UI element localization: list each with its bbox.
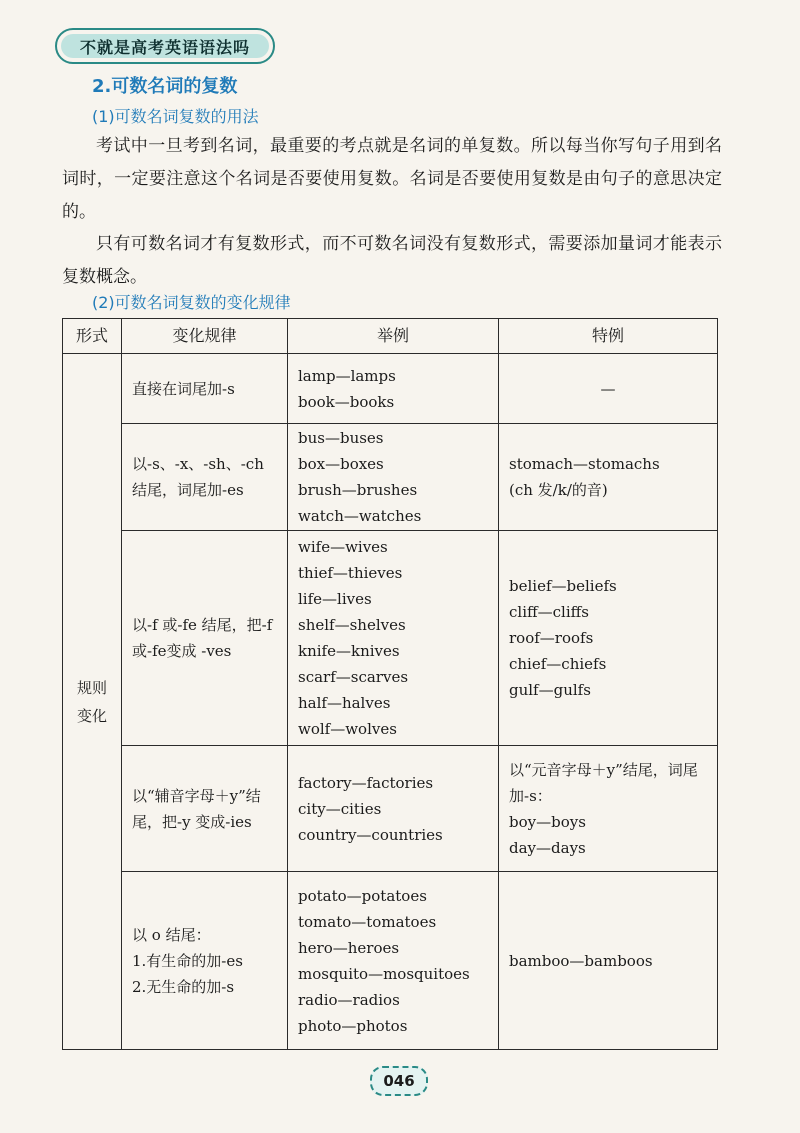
table-row (63, 424, 718, 531)
rule-cell: 以“辅音字母＋y”结尾，把-y 变成-ies (122, 746, 288, 872)
special-item: chief—chiefs (509, 655, 607, 673)
special-item: stomach—stomachs (509, 455, 660, 473)
table-row (63, 354, 718, 424)
example-item: life—lives (298, 590, 372, 608)
examples-cell (288, 746, 499, 872)
example-item: factory—factories (298, 773, 434, 792)
special-item: (ch 发/k/的音) (509, 481, 608, 499)
rule-cell (122, 872, 288, 1050)
header-special: 特例 (499, 319, 718, 354)
special-cell: — (499, 354, 718, 424)
example-item: lamp—lamps (298, 366, 396, 385)
example-item: watch—watches (298, 507, 422, 525)
table-header-row (63, 319, 718, 354)
example-item: potato—potatoes (298, 886, 427, 905)
book-title-badge (55, 28, 275, 64)
special-item: cliff—cliffs (509, 603, 590, 621)
example-item: book—books (298, 392, 395, 411)
examples-cell (288, 424, 499, 531)
rule-line: 以 o 结尾： (132, 925, 211, 944)
rule-cell: 直接在词尾加-s (122, 354, 288, 424)
rule-line: 1.有生命的加-es (132, 951, 243, 970)
book-title: 不就是高考英语语法吗 (61, 34, 269, 58)
paragraph-1: 考试中一旦考到名词，最重要的考点就是名词的单复数。所以每当你写句子用到名词时，一定要注意这个名词是否要使用复数。名词是否要使用复数是由句子的意思决定的。 (62, 136, 722, 222)
page-number: 046 (370, 1066, 428, 1096)
special-cell: bamboo—bamboos (499, 872, 718, 1050)
example-item: scarf—scarves (298, 668, 409, 686)
paragraph-2: 只有可数名词才有复数形式，而不可数名词没有复数形式，需要添加量词才能表示复数概念。 (62, 234, 722, 287)
example-item: brush—brushes (298, 481, 418, 499)
rule-cell: 以-f 或-fe 结尾，把-f 或-fe变成 -ves (122, 531, 288, 746)
rule-cell: 以-s、-x、-sh、-ch 结尾，词尾加-es (122, 424, 288, 531)
example-item: hero—heroes (298, 938, 400, 957)
form-label-text: 规则变化 (76, 678, 107, 725)
header-form: 形式 (63, 319, 122, 354)
special-item: boy—boys (509, 812, 586, 831)
header-examples: 举例 (288, 319, 499, 354)
form-label (63, 354, 122, 1050)
section-title: 2.可数名词的复数 (92, 76, 238, 97)
header-rule: 变化规律 (122, 319, 288, 354)
special-item: gulf—gulfs (509, 681, 591, 699)
subsection-title-rules: (2)可数名词复数的变化规律 (92, 293, 291, 312)
special-cell (499, 746, 718, 872)
special-item: 以“元音字母＋y”结尾，词尾加-s： (509, 760, 698, 805)
special-item: belief—beliefs (509, 577, 617, 595)
example-item: shelf—shelves (298, 616, 406, 634)
examples-cell (288, 872, 499, 1050)
example-item: half—halves (298, 694, 391, 712)
example-item: photo—photos (298, 1016, 408, 1035)
special-item: roof—roofs (509, 629, 594, 647)
subsection-title-usage: (1)可数名词复数的用法 (92, 107, 259, 126)
example-item: country—countries (298, 825, 443, 844)
example-item: thief—thieves (298, 564, 403, 582)
examples-cell (288, 354, 499, 424)
table-row (63, 531, 718, 746)
rule-line: 2.无生命的加-s (132, 977, 235, 996)
examples-cell (288, 531, 499, 746)
example-item: wife—wives (298, 538, 388, 556)
special-cell (499, 531, 718, 746)
plural-rules-table (62, 318, 718, 1050)
example-item: tomato—tomatoes (298, 912, 437, 931)
example-item: wolf—wolves (298, 720, 397, 738)
example-item: knife—knives (298, 642, 400, 660)
example-item: box—boxes (298, 455, 384, 473)
table-row (63, 746, 718, 872)
example-item: city—cities (298, 799, 382, 818)
table-row (63, 872, 718, 1050)
example-item: bus—buses (298, 429, 384, 447)
example-item: mosquito—mosquitoes (298, 964, 470, 983)
example-item: radio—radios (298, 990, 400, 1009)
special-item: day—days (509, 838, 586, 857)
special-cell (499, 424, 718, 531)
